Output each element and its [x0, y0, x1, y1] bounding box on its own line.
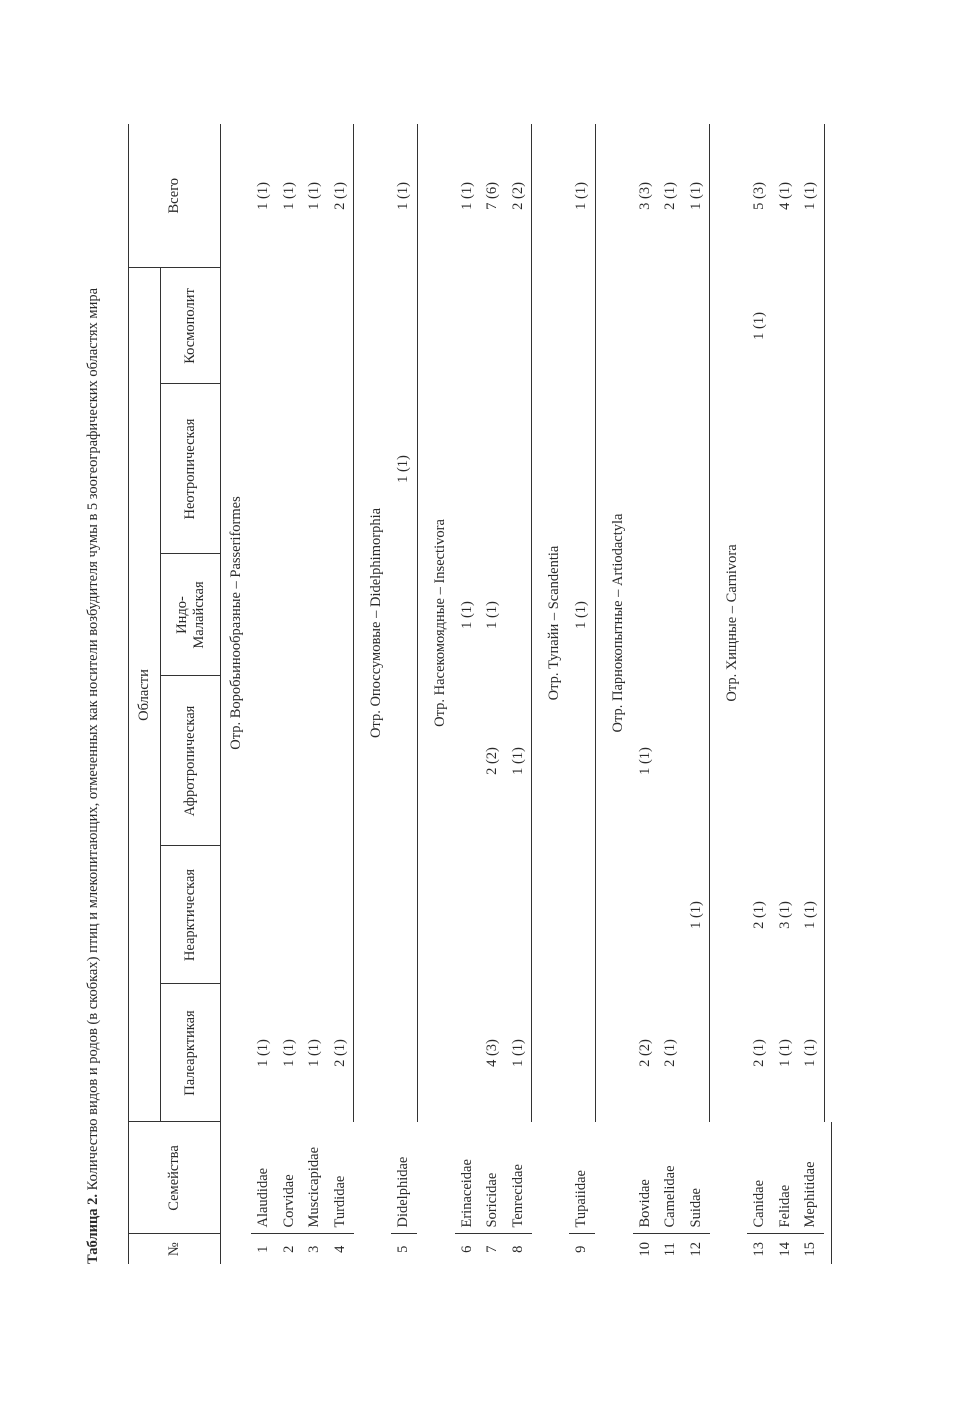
region-value: [391, 268, 417, 384]
region-value: [455, 268, 481, 384]
region-value: [328, 846, 354, 984]
table-row: [798, 124, 824, 1264]
region-value: [277, 676, 303, 846]
row-number: 10: [636, 1242, 653, 1257]
region-value: [251, 846, 277, 984]
region-value: [480, 846, 506, 984]
region-value: [506, 268, 532, 384]
order-label: Отр. Воробьинообразные – Passeriformes: [228, 496, 244, 750]
order-label: Отр. Насекомоядные – Insectivora: [431, 519, 448, 727]
region-value: [251, 384, 277, 554]
table-body: [221, 124, 832, 1264]
total-value: 1 (1): [573, 182, 589, 210]
region-value: [480, 268, 506, 384]
row-number: 1: [255, 1245, 271, 1253]
caption-label: Таблица 2.: [85, 1193, 101, 1264]
table-row: [658, 124, 684, 1264]
family-name: Camelidae: [658, 1122, 684, 1234]
row-number: 13: [751, 1242, 767, 1257]
family-name: Alaudidae: [251, 1122, 277, 1234]
row-number: 8: [509, 1245, 526, 1253]
region-value: 3 (1): [776, 901, 793, 929]
table-row: [569, 124, 595, 1264]
order-label: Отр. Опоссумовые – Didelphimorphia: [368, 507, 384, 739]
region-value: 4 (3): [484, 1039, 500, 1067]
family-name: Tupaiidae: [569, 1122, 595, 1234]
region-value: [658, 268, 684, 384]
row-number: 14: [776, 1242, 793, 1257]
region-value: [684, 984, 710, 1122]
region-value: [302, 554, 328, 676]
region-value: [773, 676, 799, 846]
total-value: 1 (1): [395, 182, 411, 210]
region-value: 1 (1): [802, 1039, 818, 1067]
row-number: 2: [280, 1245, 297, 1253]
total-value: 2 (1): [331, 182, 348, 210]
group-separator: [532, 124, 540, 1264]
row-number: 3: [306, 1245, 322, 1253]
header-col-indomalayan: Индо- Малайская: [161, 554, 221, 676]
region-value: 1 (1): [509, 747, 526, 775]
region-value: 1 (1): [687, 901, 704, 929]
region-value: [302, 384, 328, 554]
family-name: Erinaceidae: [455, 1122, 481, 1234]
region-value: [798, 676, 824, 846]
total-value: 1 (1): [255, 182, 271, 210]
region-value: 2 (1): [331, 1039, 348, 1067]
table-caption: [84, 124, 102, 1264]
family-name: Corvidae: [277, 1122, 303, 1234]
total-value: 2 (2): [509, 182, 526, 210]
header-col-cosmopolitan: Космополит: [161, 268, 221, 384]
row-number: 12: [687, 1242, 704, 1257]
total-value: 5 (3): [751, 182, 767, 210]
total-value: 1 (1): [802, 182, 818, 210]
region-value: [569, 384, 595, 554]
group-separator: [417, 124, 425, 1264]
region-value: [747, 554, 773, 676]
order-row: [361, 124, 391, 1264]
region-value: 1 (1): [484, 601, 500, 629]
region-value: 2 (1): [662, 1039, 678, 1067]
region-value: [747, 384, 773, 554]
table-row: [277, 124, 303, 1264]
order-row: [717, 124, 747, 1264]
total-value: 1 (1): [687, 182, 704, 210]
header-regions: Области: [129, 268, 161, 1122]
region-value: 2 (2): [484, 747, 500, 775]
region-value: [633, 268, 659, 384]
region-value: [480, 384, 506, 554]
region-value: [773, 268, 799, 384]
region-value: 2 (1): [751, 901, 767, 929]
table-row: [391, 124, 417, 1264]
region-value: [798, 268, 824, 384]
table-row: [684, 124, 710, 1264]
region-value: [506, 554, 532, 676]
region-value: [658, 676, 684, 846]
order-row: [603, 124, 633, 1264]
family-name: Bovidae: [633, 1122, 659, 1234]
region-value: [455, 384, 481, 554]
region-value: 1 (1): [509, 1039, 526, 1067]
region-value: [633, 384, 659, 554]
region-value: [277, 846, 303, 984]
total-value: 3 (3): [636, 182, 653, 210]
header-col-neotropical: Неотропическая: [161, 384, 221, 554]
region-value: [633, 846, 659, 984]
region-value: [277, 384, 303, 554]
group-separator: [710, 124, 718, 1264]
region-value: [506, 384, 532, 554]
region-value: 1 (1): [776, 1039, 793, 1067]
order-row: [425, 124, 455, 1264]
table-row: [506, 124, 532, 1264]
header-num: №: [129, 1234, 221, 1264]
region-value: [569, 984, 595, 1122]
region-value: [684, 384, 710, 554]
plague-hosts-table: [128, 124, 832, 1264]
region-value: [569, 268, 595, 384]
region-value: [684, 268, 710, 384]
row-number: 11: [662, 1242, 678, 1257]
region-value: [773, 554, 799, 676]
table-bottom-rule: [832, 124, 833, 1264]
region-value: [391, 984, 417, 1122]
region-value: [328, 268, 354, 384]
region-value: [684, 554, 710, 676]
region-value: [455, 984, 481, 1122]
family-name: Muscicapidae: [302, 1122, 328, 1234]
row-number: 9: [573, 1245, 590, 1253]
region-value: [658, 384, 684, 554]
family-name: Mephitidae: [798, 1122, 824, 1234]
region-value: 2 (2): [636, 1039, 653, 1067]
header-family: Семейства: [129, 1122, 221, 1234]
region-value: 1 (1): [280, 1039, 297, 1067]
region-value: [773, 384, 799, 554]
order-row: [221, 124, 251, 1264]
row-number: 4: [331, 1245, 348, 1253]
header-col-afrotropical: Афротропическая: [161, 676, 221, 846]
region-value: [569, 846, 595, 984]
region-value: 1 (1): [255, 1039, 271, 1067]
region-value: [658, 846, 684, 984]
table-row: [302, 124, 328, 1264]
family-name: Tenrecidae: [506, 1122, 532, 1234]
region-value: [798, 384, 824, 554]
header-col-nearctic: Неарктическая: [161, 846, 221, 984]
total-value: 1 (1): [280, 182, 297, 210]
table-row: [747, 124, 773, 1264]
region-value: [506, 846, 532, 984]
group-separator: [595, 124, 603, 1264]
region-value: [684, 676, 710, 846]
region-value: [277, 268, 303, 384]
total-value: 1 (1): [306, 182, 322, 210]
region-value: [328, 384, 354, 554]
region-value: 1 (1): [395, 455, 411, 483]
row-number: 5: [395, 1245, 412, 1253]
header-col-palearctic: Палеарктикая: [161, 984, 221, 1122]
table-row: [480, 124, 506, 1264]
region-value: [569, 676, 595, 846]
table-row: [773, 124, 799, 1264]
order-row: [539, 124, 569, 1264]
region-value: [328, 676, 354, 846]
region-value: [391, 676, 417, 846]
total-value: 4 (1): [776, 182, 793, 210]
total-value: 2 (1): [662, 182, 678, 210]
region-value: [302, 676, 328, 846]
region-value: [251, 268, 277, 384]
group-separator: [354, 124, 362, 1264]
region-value: 1 (1): [458, 601, 475, 629]
region-value: [633, 554, 659, 676]
region-value: [302, 846, 328, 984]
header-total: Всего: [129, 124, 221, 268]
region-value: 1 (1): [802, 901, 818, 929]
row-number: 6: [458, 1245, 475, 1253]
order-label: Отр. Парнокопытные – Artiodactyla: [609, 513, 626, 733]
table-row: [328, 124, 354, 1264]
region-value: [251, 676, 277, 846]
table-row: [251, 124, 277, 1264]
order-label: Отр. Хищные – Carnivora: [724, 544, 740, 702]
region-value: 1 (1): [306, 1039, 322, 1067]
region-value: [455, 846, 481, 984]
row-number: 7: [484, 1245, 500, 1253]
region-value: [251, 554, 277, 676]
order-label: Отр. Тупайи – Scandentia: [546, 545, 562, 701]
table-row: [633, 124, 659, 1264]
family-name: Felidae: [773, 1122, 799, 1234]
caption-text: Количество видов и родов (в скобках) птиц и млекопитающих, отмеченных как носители возбудителя чумы в 5 зоогеографических областях мира: [85, 287, 101, 1191]
family-name: Canidae: [747, 1122, 773, 1234]
region-value: 1 (1): [751, 312, 767, 340]
region-value: [302, 268, 328, 384]
region-value: [277, 554, 303, 676]
family-name: Turdidae: [328, 1122, 354, 1234]
family-name: Didelphidae: [391, 1122, 417, 1234]
total-value: 7 (6): [484, 182, 500, 210]
region-value: [391, 846, 417, 984]
family-name: Suidae: [684, 1122, 710, 1234]
region-value: [391, 554, 417, 676]
region-value: 1 (1): [573, 601, 589, 629]
region-value: [658, 554, 684, 676]
table-row: [455, 124, 481, 1264]
region-value: [798, 554, 824, 676]
group-separator: [824, 124, 832, 1264]
region-value: 2 (1): [751, 1039, 767, 1067]
total-value: 1 (1): [458, 182, 475, 210]
family-name: Soricidae: [480, 1122, 506, 1234]
region-value: [328, 554, 354, 676]
region-value: [455, 676, 481, 846]
row-number: 15: [802, 1242, 819, 1257]
region-value: 1 (1): [636, 747, 653, 775]
region-value: [747, 676, 773, 846]
